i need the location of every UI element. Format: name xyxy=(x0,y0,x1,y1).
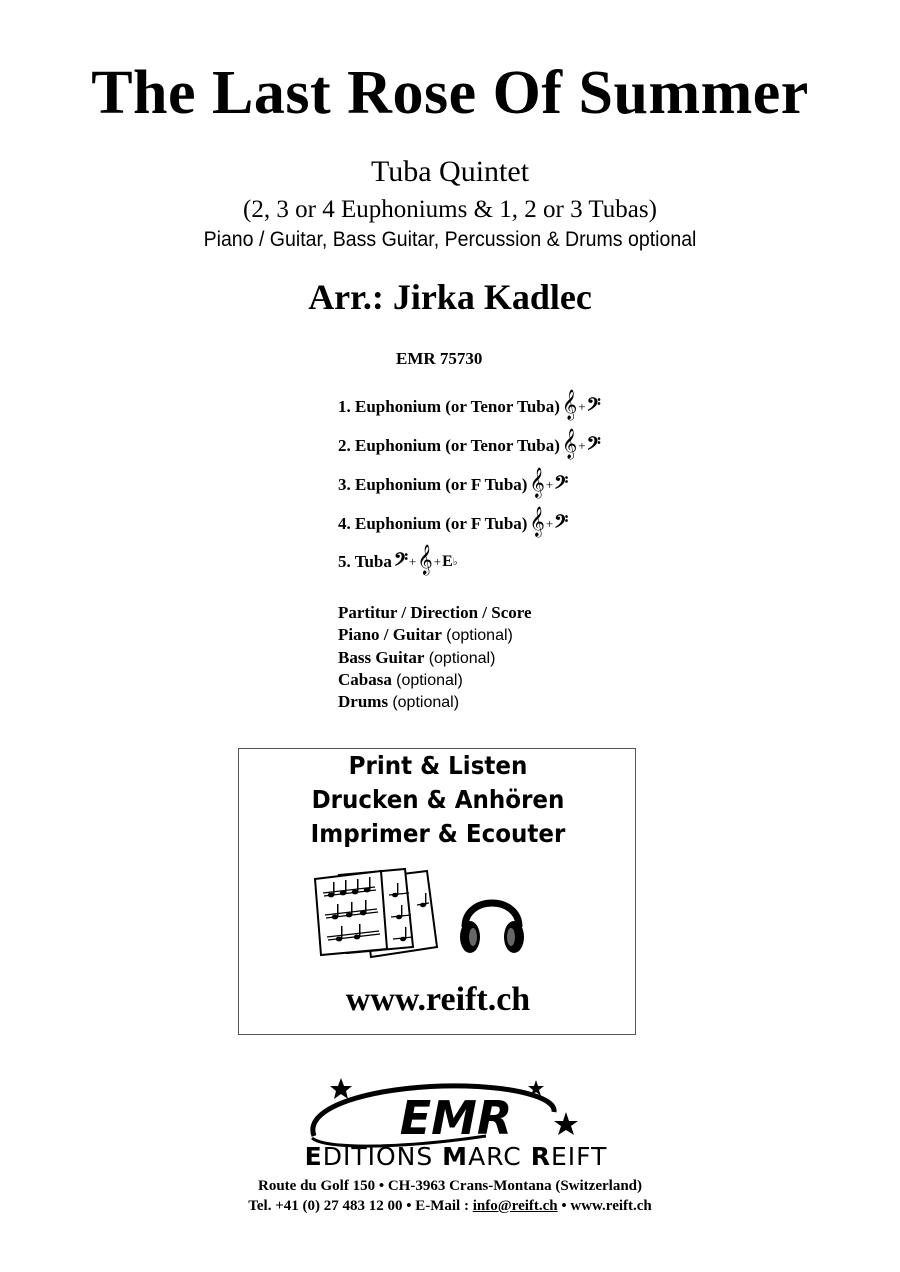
part-item xyxy=(338,429,601,459)
promo-line-en: Print & Listen xyxy=(348,751,528,780)
extra-name: Bass Guitar xyxy=(338,648,425,667)
extra-note: (optional) xyxy=(396,672,463,689)
optional-instruments: Piano / Guitar, Bass Guitar, Percussion & Drums optional xyxy=(203,228,697,251)
part-label: 1. Euphonium (or Tenor Tuba) xyxy=(338,397,560,416)
subtitle: Tuba Quintet xyxy=(370,155,530,188)
extra-note: (optional) xyxy=(446,627,513,644)
part-label: 4. Euphonium (or F Tuba) xyxy=(338,514,528,533)
part-item xyxy=(338,390,601,420)
extra-name: Partitur / Direction / Score xyxy=(338,603,532,622)
publisher-contact: Tel. +41 (0) 27 483 12 00 • E-Mail : info@reift.ch • www.reift.ch xyxy=(248,1198,652,1214)
extra-note: (optional) xyxy=(428,650,496,667)
publisher-name: EDITIONS MARC REIFT xyxy=(304,1142,608,1171)
extra-item xyxy=(338,648,495,668)
part-item xyxy=(338,545,458,575)
headphones-icon xyxy=(457,881,527,961)
catalog-number: EMR 75730 xyxy=(396,349,483,368)
extra-name: Drums xyxy=(338,692,389,711)
score-item xyxy=(338,603,532,623)
treble-plus-bass-icon: 𝄞 + 𝄢 xyxy=(561,429,601,459)
arranger: Arr.: Jirka Kadlec xyxy=(308,277,592,317)
treble-plus-bass-icon: 𝄞 + 𝄢 xyxy=(561,390,601,420)
part-label: 3. Euphonium (or F Tuba) xyxy=(338,475,528,494)
part-label: 5. Tuba xyxy=(338,552,392,571)
extra-note: (optional) xyxy=(392,694,460,711)
extra-name: Piano / Guitar xyxy=(338,625,442,644)
instrumentation: (2, 3 or 4 Euphoniums & 1, 2 or 3 Tubas) xyxy=(243,196,657,223)
page-title: The Last Rose Of Summer xyxy=(91,59,809,127)
sheet-music-icon xyxy=(309,865,449,961)
treble-plus-bass-icon: 𝄞 + 𝄢 xyxy=(529,468,569,498)
bass-plus-treble-plus-eflat-icon: 𝄢 + 𝄞 + E ♭ xyxy=(393,545,458,575)
part-item xyxy=(338,507,569,537)
part-item xyxy=(338,468,569,498)
part-label: 2. Euphonium (or Tenor Tuba) xyxy=(338,436,560,455)
extra-name: Cabasa xyxy=(338,670,392,689)
treble-plus-bass-icon: 𝄞 + 𝄢 xyxy=(529,507,569,537)
logo-text: EMR xyxy=(399,1091,513,1145)
extra-item xyxy=(338,670,463,690)
print-listen-box xyxy=(238,748,636,1035)
promo-url[interactable]: www.reift.ch xyxy=(345,981,531,1018)
publisher-address: Route du Golf 150 • CH-3963 Crans-Montana (Switzerland) xyxy=(258,1178,642,1194)
extra-item xyxy=(338,625,513,645)
promo-line-de: Drucken & Anhören xyxy=(311,785,565,814)
extra-item xyxy=(338,692,459,712)
email-link[interactable]: info@reift.ch xyxy=(472,1198,558,1214)
eflat-label: E xyxy=(442,553,453,570)
promo-line-fr: Imprimer & Ecouter xyxy=(310,819,566,848)
